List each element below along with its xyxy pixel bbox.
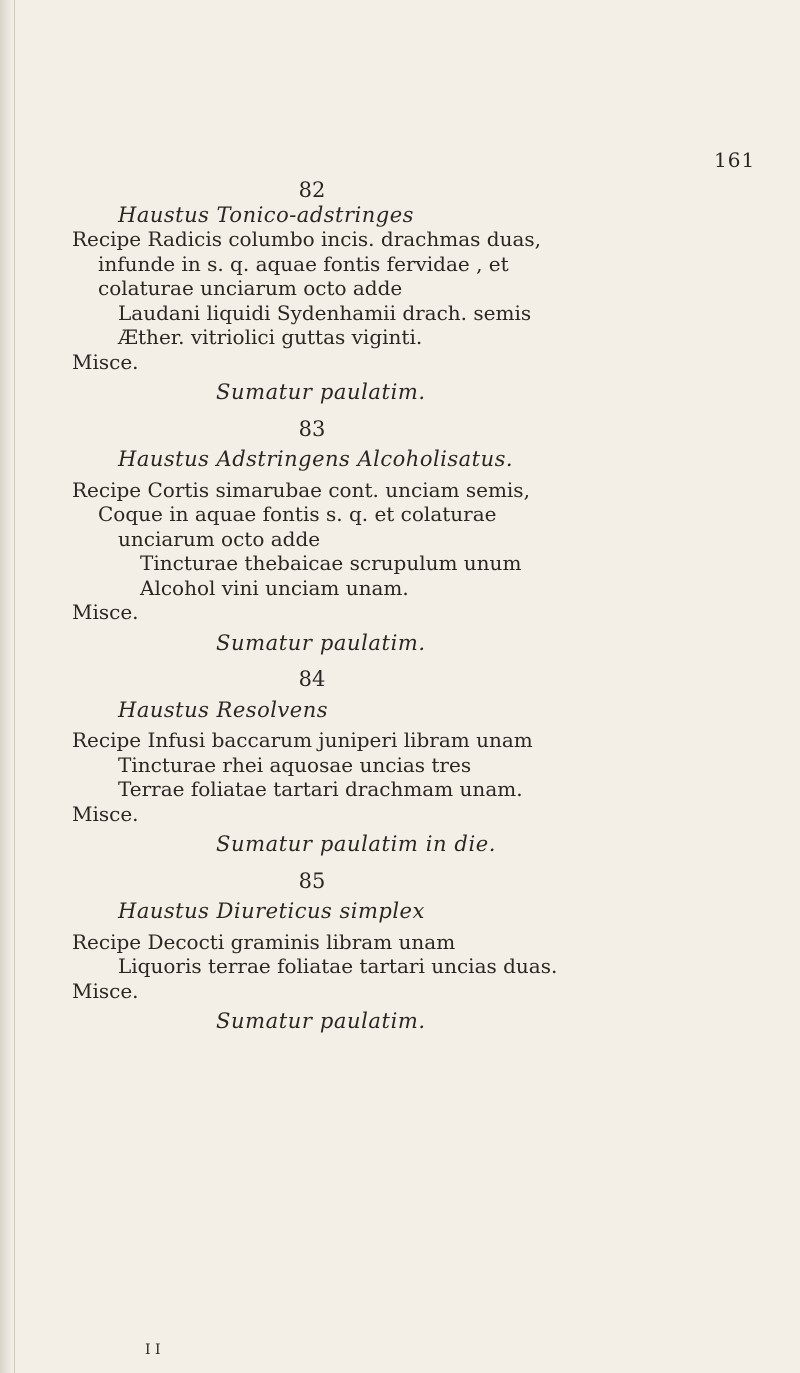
recipe-line: Tincturae rhei aquosae uncias tres — [118, 752, 472, 777]
signature-mark: I I — [145, 1342, 161, 1358]
recipe-number: 85 — [298, 868, 326, 893]
recipe-line: Tincturae thebaicae scrupulum unum — [140, 551, 522, 575]
recipe-line: Liquoris terrae foliatae tartari uncias duas. — [118, 954, 558, 978]
recipe-line: Misce. — [72, 600, 139, 624]
recipe-line: Misce. — [72, 978, 139, 1003]
recipe-line: colaturae unciarum octo adde — [98, 276, 403, 300]
recipe-number: 83 — [298, 416, 326, 441]
recipe-line: Misce. — [72, 801, 139, 826]
recipe-direction: Sumatur paulatim. — [216, 630, 426, 655]
recipe-direction: Sumatur paulatim in die. — [216, 832, 497, 856]
recipe-line: Alcohol vini unciam unam. — [140, 575, 409, 600]
recipe-direction: Sumatur paulatim. — [216, 380, 426, 404]
page-number: 161 — [714, 148, 756, 172]
recipe-line: unciarum octo adde — [118, 526, 321, 551]
recipe-title: Haustus Tonico-adstringes — [118, 202, 414, 227]
recipe-number: 82 — [298, 178, 326, 202]
recipe-line: Recipe Decocti graminis libram unam — [72, 929, 456, 954]
page-edge — [0, 0, 15, 1373]
recipe-85 — [72, 869, 762, 1034]
recipe-line: Terrae foliatae tartari drachmam unam. — [118, 777, 523, 801]
page-content — [72, 178, 762, 1034]
recipe-line: Recipe Cortis simarubae cont. unciam semis, — [72, 477, 530, 502]
recipe-line: Misce. — [72, 349, 139, 374]
recipe-title: Haustus Adstringens Alcoholisatus. — [118, 447, 514, 471]
recipe-line: Recipe Radicis columbo incis. drachmas duas, — [72, 227, 541, 251]
recipe-number: 84 — [298, 667, 326, 691]
recipe-line: Recipe Infusi baccarum juniperi libram unam — [72, 728, 533, 752]
recipe-82 — [72, 178, 762, 405]
recipe-direction: Sumatur paulatim. — [216, 1009, 426, 1033]
recipe-83 — [72, 417, 762, 656]
recipe-line: Laudani liquidi Sydenhamii drach. semis — [118, 300, 532, 325]
recipe-title: Haustus Diureticus simplex — [118, 899, 425, 923]
recipe-84 — [72, 667, 762, 857]
recipe-line: Æther. vitriolici guttas viginti. — [118, 325, 423, 349]
recipe-line: Coque in aquae fontis s. q. et colaturae — [98, 502, 497, 526]
recipe-line: infunde in s. q. aquae fontis fervidae , et — [98, 251, 509, 276]
recipe-title: Haustus Resolvens — [118, 697, 329, 722]
